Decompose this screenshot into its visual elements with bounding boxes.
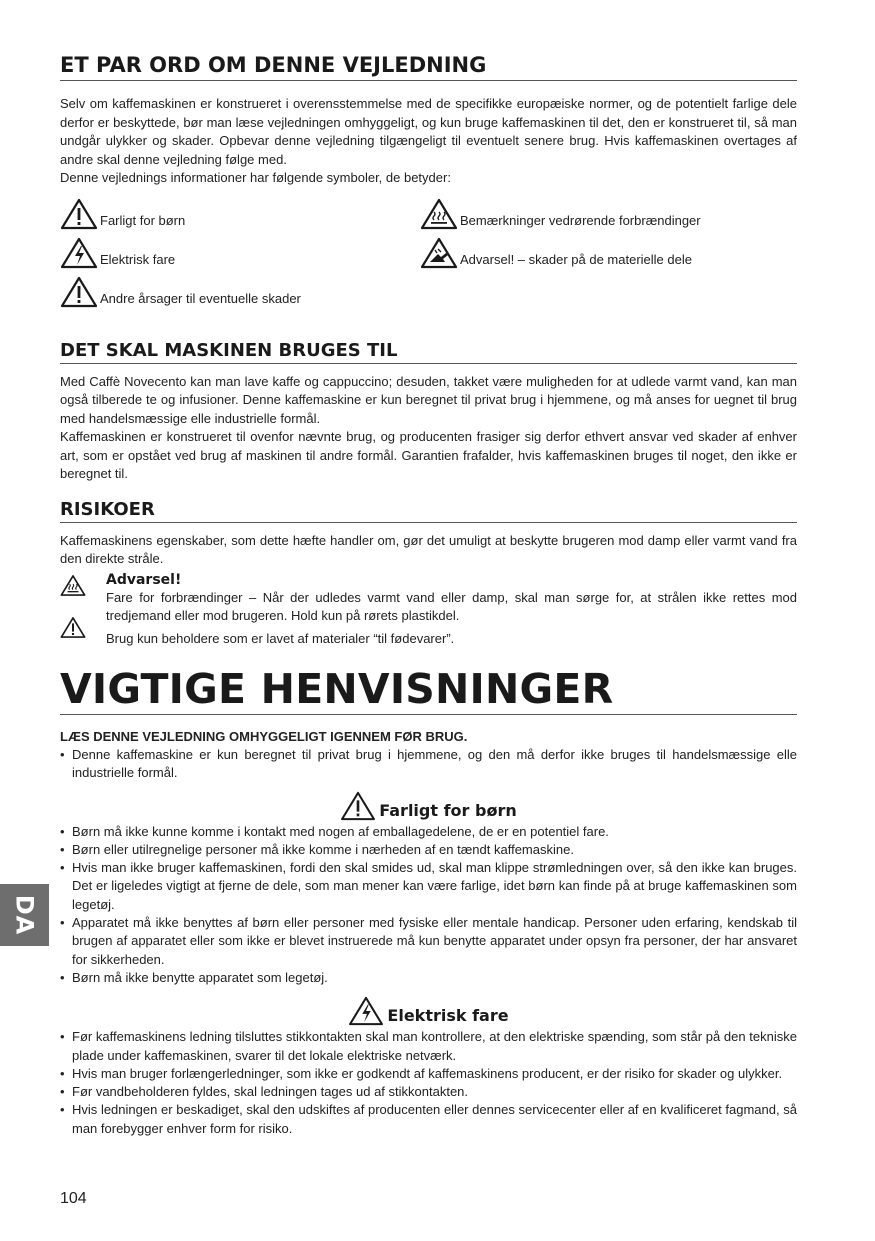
section-heading-risks: RISIKOER: [60, 498, 797, 523]
warning-exclamation-icon: [60, 276, 98, 308]
list-item: • Før vandbeholderen fyldes, skal ledningen tages ud af stikkontakten.: [60, 1083, 797, 1101]
intro-list: [60, 746, 797, 783]
legend-material: [420, 237, 692, 269]
legend-label: Advarsel! – skader på de materielle dele: [460, 251, 692, 267]
legend-other-causes: [60, 276, 301, 308]
warning-body: Fare for forbrændinger – Når der udledes varmt vand eller damp, skal man sørge for, at strålen ikke rettes mod tredjemand eller mod brugeren. Hold kun på rørets plastikdel.: [106, 589, 797, 623]
electric-list: [60, 1028, 797, 1138]
subheading-children: [60, 791, 797, 821]
list-item: • Børn må ikke kunne komme i kontakt med nogen af emballagedelene, de er en potentiel fare.: [60, 823, 797, 841]
list-item: • Apparatet må ikke benyttes af børn eller personer med fysiske eller mentale handicap. Personer uden erfaring, kendskab til brugen af apparatet eller som ikke er blevet instruerede må kun benytte apparatet under opsyn fra personer, der har ansvaret for sikkerheden.: [60, 914, 797, 969]
list-item: • Børn eller utilregnelige personer må ikke komme i nærheden af en tændt kaffemaskine.: [60, 841, 797, 859]
warning-exclamation-icon: [60, 616, 86, 639]
hot-surface-icon: [60, 574, 86, 597]
legend-label: Elektrisk fare: [100, 251, 176, 267]
legend-burns: [420, 198, 701, 230]
symbol-legend: [60, 198, 797, 316]
page-number: 104: [60, 1190, 87, 1207]
main-title-important: VIGTIGE HENVISNINGER: [60, 664, 797, 715]
legend-label: Farligt for børn: [100, 212, 186, 228]
symbols-intro: Denne vejlednings informationer har følgende symboler, de betyder:: [60, 170, 451, 185]
burn-warning: [60, 572, 797, 649]
legend-electric: [60, 237, 175, 269]
electric-hazard-icon: [348, 996, 384, 1026]
list-item: • Før kaffemaskinens ledning tilsluttes stikkontakten skal man kontrollere, at den elektriske spænding, som står på den tekniske plade under kaffemaskinen, svarer til det lokale elektriske netværk.: [60, 1028, 797, 1065]
section-heading-intended-use: DET SKAL MASKINEN BRUGES TIL: [60, 339, 797, 364]
language-code: DA: [10, 894, 39, 936]
language-tab: [0, 884, 49, 946]
list-item: • Hvis man ikke bruger kaffemaskinen, fordi den skal smides ud, skal man klippe strømledningen over, så den ikke kan bruges. Det er ligeledes vigtigt at fjerne de dele, som man mener kan være farlige, idet børn kan finde på at bruge kaffemaskinen som legetøj.: [60, 859, 797, 914]
hot-surface-icon: [420, 198, 458, 230]
section-heading-about: ET PAR ORD OM DENNE VEJLEDNING: [60, 52, 797, 81]
intended-use-paragraph-1: Med Caffè Novecento kan man lave kaffe og cappuccino; desuden, takket være muligheden for at udlede varmt vand, kan man også tilberede te og infusioner. Denne kaffemaskine er kun beregnet til privat brug i hjemmene, og må anses for uegnet til brug med handelsmæssige elle industrielle formål.: [60, 373, 797, 426]
list-item: • Hvis ledningen er beskadiget, skal den udskiftes af producenten eller dennes servicecenter eller af en kvalificeret fagmand, så man forebygger enhver form for risiko.: [60, 1101, 797, 1138]
subheading-label: Elektrisk fare: [387, 1006, 509, 1026]
read-notice: LÆS DENNE VEJLEDNING OMHYGGELIGT IGENNEM FØR BRUG.: [60, 729, 468, 744]
subheading-electric: [60, 996, 797, 1026]
legend-label: Andre årsager til eventuelle skader: [100, 290, 301, 306]
legend-label: Bemærkninger vedrørende forbrændinger: [460, 212, 701, 228]
about-paragraph: Selv om kaffemaskinen er konstrueret i overensstemmelse med de specifikke europæiske normer, og de potentielt farlige dele derfor er beskyttede, bør man læse vejledningen omhyggeligt, og kun bruge kaffemaskinen til det, den er konstrueret til, så man undgår ulykker og skader. Opbevar denne vejledning tilgængeligt til eventuelt senere brug. Hvis kaffemaskinen overtages af andre skal denne vejledning følge med.: [60, 96, 797, 167]
warning-text: [106, 572, 797, 649]
warning-exclamation-icon: [340, 791, 376, 821]
legend-danger-children: [60, 198, 185, 230]
intended-use-paragraph-2: Kaffemaskinen er konstrueret til ovenfor nævnte brug, og producenten frasiger sig derfor ethvert ansvar ved skader af enhver art, som er opstået ved brug af maskinen til andre formål. Garantien frafalder, hvis kaffemaskinen bruges til noget, den ikke er beregnet til.: [60, 429, 797, 481]
warning-title: Advarsel!: [106, 571, 182, 588]
list-item: • Børn må ikke benytte apparatet som legetøj.: [60, 969, 797, 987]
page-content: [60, 52, 797, 1138]
warning-icons: [60, 574, 86, 644]
subheading-label: Farligt for børn: [379, 800, 517, 820]
electric-hazard-icon: [60, 237, 98, 269]
risks-paragraph: Kaffemaskinens egenskaber, som dette hæfte handler om, gør det umuligt at beskytte brugeren mod damp eller varmt vand fra den direkte stråle.: [60, 532, 797, 566]
warning-exclamation-icon: [60, 198, 98, 230]
material-damage-icon: [420, 237, 458, 269]
list-item: • Denne kaffemaskine er kun beregnet til privat brug i hjemmene, og den må derfor ikke bruges til handelsmæssige elle industrielle formål.: [60, 746, 797, 783]
list-item: • Hvis man bruger forlængerledninger, som ikke er godkendt af kaffemaskinens producent, er der risiko for skader og ulykker.: [60, 1065, 797, 1083]
food-grade-note: Brug kun beholdere som er lavet af materialer “til fødevarer”.: [106, 630, 455, 646]
children-list: [60, 823, 797, 988]
